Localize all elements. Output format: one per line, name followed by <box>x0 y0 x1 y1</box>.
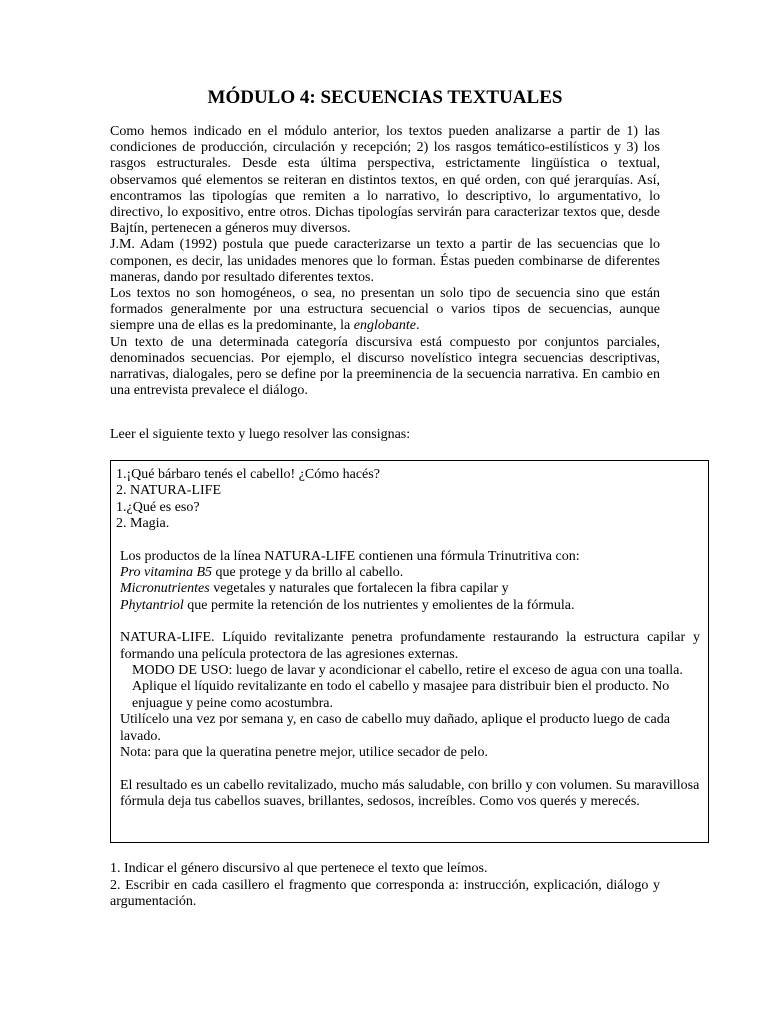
dialogue-line: 2. NATURA-LIFE <box>116 483 221 499</box>
reading-instruction: Leer el siguiente texto y luego resolver las consignas: <box>110 427 411 442</box>
ingredient-name: Micronutrientes <box>120 581 210 597</box>
intro-paragraph-3 <box>110 286 660 335</box>
spacer <box>116 533 700 549</box>
question-item: 2. Escribir en cada casillero el fragmento que corresponda a: instrucción, explicación, diálogo y argumentación. <box>110 877 660 910</box>
ingredient-line <box>116 565 700 581</box>
englobante-term: englobante <box>353 318 416 334</box>
text-box <box>110 460 709 843</box>
dialogue-line: 1.¿Qué es eso? <box>116 499 200 515</box>
intro-paragraph-1: Como hemos indicado en el módulo anterior, los textos pueden analizarse a partir de 1) las condiciones de producción, circulación y recepción; 2) los rasgos temático-estilísticos y 3) los rasgos estructurales. Desde esta última perspectiva, estrictamente lingüística o textual, observamos qué elementos se reiteran en distintos textos, en qué orden, con qué jerarquías. Así, encontramos las tipologías que remiten a lo narrativo, lo descriptivo, lo argumentativo, lo directivo, lo expositivo, entre otros. Dichas tipologías servirán para caracterizar textos que, desde Bajtín, pertenecen a géneros muy diversos. <box>110 124 660 237</box>
ingredient-name: Phytantriol <box>120 597 184 613</box>
usage-instructions: MODO DE USO: luego de lavar y acondicionar el cabello, retire el exceso de agua con una toalla. Aplique el líquido revitalizante en todo el cabello y masajee para distribuir bien el producto. No enjuague y peine como acostumbra. <box>132 663 683 711</box>
ingredient-line <box>116 598 700 614</box>
intro-section <box>110 124 660 399</box>
intro-paragraph-3-text: Los textos no son homogéneos, o sea, no presentan un solo tipo de secuencia sino que están formados generalmente por una estructura secuencial o varios tipos de secuencias, aunque siempre una de ellas es la predominante, la <box>110 286 660 334</box>
spacer <box>116 614 700 630</box>
liquid-description: NATURA-LIFE. Líquido revitalizante penetra profundamente restaurando la estructura capilar y formando una película protectora de las agresiones externas. <box>120 630 700 662</box>
question-item: 1. Indicar el género discursivo al que pertenece el texto que leímos. <box>110 861 488 876</box>
page-title: MÓDULO 4: SECUENCIAS TEXTUALES <box>207 87 563 108</box>
dialogue-line: 1.¡Qué bárbaro tenés el cabello! ¿Cómo hacés? <box>116 467 380 482</box>
ingredient-name: Pro vitamina B5 <box>120 565 213 581</box>
intro-paragraph-4: Un texto de una determinada categoría discursiva está compuesto por conjuntos parciales, denominados secuencias. Por ejemplo, el discurso novelístico integra secuencias descriptivas, narrativas, dialogales, pero se define por la preeminencia de la secuencia narrativa. En cambio en una entrevista prevalece el diálogo. <box>110 334 660 399</box>
intro-paragraph-3-end: . <box>415 318 420 334</box>
usage-frequency: Utilícelo una vez por semana y, en caso de cabello muy dañado, aplique el producto luego de cada lavado. <box>120 712 670 744</box>
intro-paragraph-2: J.M. Adam (1992) postula que puede caracterizarse un texto a partir de las secuencias que lo componen, es decir, las unidades menores que lo forman. Éstas pueden combinarse de diferentes maneras, dando por resultado diferentes textos. <box>110 237 660 285</box>
usage-note: Nota: para que la queratina penetre mejor, utilice secador de pelo. <box>120 745 488 761</box>
result-paragraph: El resultado es un cabello revitalizado, mucho más saludable, con brillo y con volumen. Su maravillosa fórmula deja tus cabellos suaves, brillantes, sedosos, increíbles. Como vos querés y merecés. <box>120 777 700 809</box>
dialogue-line: 2. Magia. <box>116 516 170 532</box>
ingredient-desc: que permite la retención de los nutrientes y emolientes de la fórmula. <box>183 597 575 613</box>
ingredient-line <box>116 581 700 597</box>
products-intro: Los productos de la línea NATURA-LIFE contienen una fórmula Trinutritiva con: <box>120 548 580 564</box>
ingredient-desc: que protege y da brillo al cabello. <box>212 565 404 581</box>
questions-list <box>110 861 660 911</box>
spacer <box>116 762 700 778</box>
ingredient-desc: vegetales y naturales que fortalecen la fibra capilar y <box>209 581 509 597</box>
